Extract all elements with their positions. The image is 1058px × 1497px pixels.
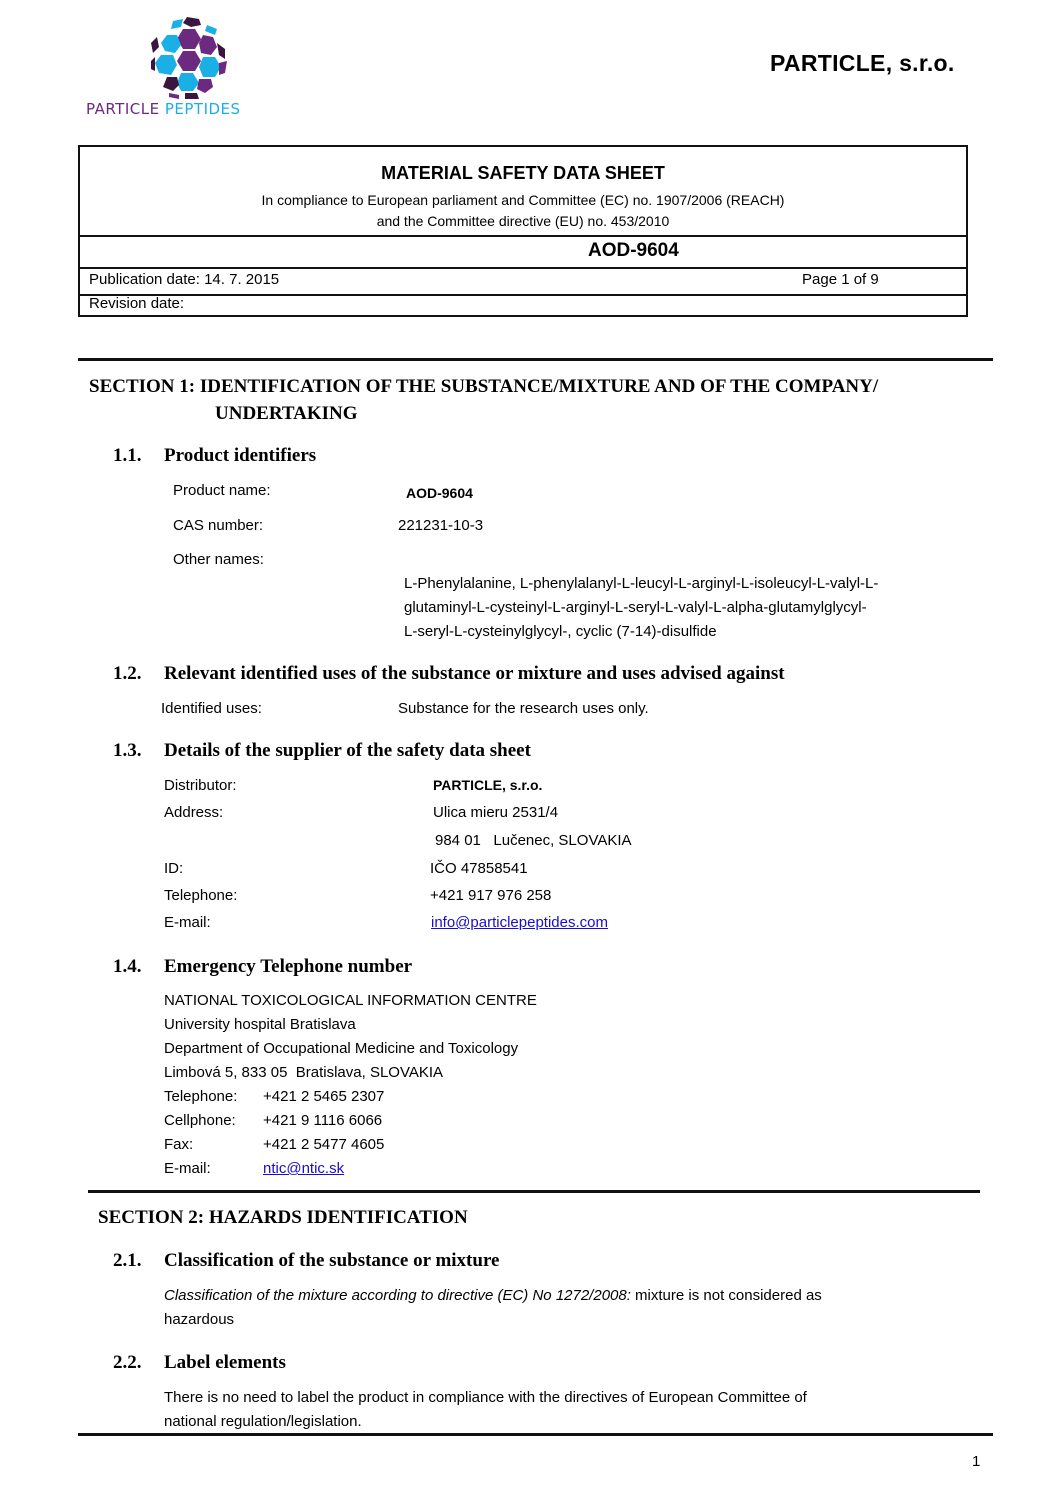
subsection-1-1-number: 1.1. bbox=[113, 445, 142, 466]
company-name-header: PARTICLE, s.r.o. bbox=[770, 50, 955, 76]
label-elements-line-1: There is no need to label the product in compliance with the directives of European Committee of bbox=[164, 1389, 807, 1406]
subsection-1-3-number: 1.3. bbox=[113, 740, 142, 761]
subsection-1-3-title: Details of the supplier of the safety data sheet bbox=[164, 740, 531, 761]
subsection-1-2-title: Relevant identified uses of the substance or mixture and uses advised against bbox=[164, 663, 785, 684]
cas-number-value: 221231-10-3 bbox=[398, 517, 484, 534]
id-label: ID: bbox=[164, 860, 184, 877]
classification-text-cont: hazardous bbox=[164, 1311, 235, 1328]
emergency-line-1: NATIONAL TOXICOLOGICAL INFORMATION CENTRE bbox=[164, 992, 537, 1009]
subsection-2-2-title: Label elements bbox=[164, 1352, 286, 1373]
publication-date: Publication date: 14. 7. 2015 bbox=[89, 271, 280, 288]
subsection-1-4-number: 1.4. bbox=[113, 956, 142, 977]
emergency-telephone-label: Telephone: bbox=[164, 1088, 238, 1105]
product-code-row bbox=[80, 235, 966, 269]
address-line-1: Ulica mieru 2531/4 bbox=[433, 804, 559, 821]
section-2-heading: SECTION 2: HAZARDS IDENTIFICATION bbox=[98, 1207, 468, 1228]
subsection-1-2-number: 1.2. bbox=[113, 663, 142, 684]
emergency-line-3: Department of Occupational Medicine and Toxicology bbox=[164, 1040, 519, 1057]
product-code: AOD-9604 bbox=[588, 240, 679, 261]
revision-date: Revision date: bbox=[89, 295, 185, 312]
other-names-label: Other names: bbox=[173, 551, 264, 568]
section-1-heading-cont: UNDERTAKING bbox=[215, 403, 358, 424]
telephone-label: Telephone: bbox=[164, 887, 238, 904]
telephone-value: +421 917 976 258 bbox=[430, 887, 552, 904]
hexagon-sphere-logo-icon bbox=[84, 12, 294, 102]
publication-row bbox=[80, 267, 966, 296]
cas-number-label: CAS number: bbox=[173, 517, 264, 534]
other-names-line-3: L-seryl-L-cysteinylglycyl-, cyclic (7-14)-disulfide bbox=[404, 623, 717, 640]
subsection-1-1-title: Product identifiers bbox=[164, 445, 317, 466]
address-line-2: 984 01 Lučenec, SLOVAKIA bbox=[435, 832, 632, 849]
emergency-line-2: University hospital Bratislava bbox=[164, 1016, 356, 1033]
distributor-value: PARTICLE, s.r.o. bbox=[433, 777, 543, 793]
subsection-2-2-number: 2.2. bbox=[113, 1352, 142, 1373]
page-indicator: Page 1 of 9 bbox=[802, 271, 879, 288]
other-names-line-1: L-Phenylalanine, L-phenylalanyl-L-leucyl-L-arginyl-L-isoleucyl-L-valyl-L- bbox=[404, 575, 879, 592]
emergency-email-label: E-mail: bbox=[164, 1160, 211, 1177]
other-names-line-2: glutaminyl-L-cysteinyl-L-arginyl-L-seryl-L-valyl-L-alpha-glutamylglycyl- bbox=[404, 599, 867, 616]
section-1-heading: SECTION 1: IDENTIFICATION OF THE SUBSTANCE/MIXTURE AND OF THE COMPANY/ bbox=[89, 376, 879, 397]
emergency-fax-label: Fax: bbox=[164, 1136, 194, 1153]
supplier-email-link[interactable]: info@particlepeptides.com bbox=[431, 914, 608, 931]
classification-text: Classification of the mixture according to directive (EC) No 1272/2008: mixture is not considered as bbox=[164, 1287, 822, 1304]
footer-page-number: 1 bbox=[972, 1453, 981, 1470]
logo-wordmark: PARTICLE PEPTIDES bbox=[86, 100, 241, 118]
id-value: IČO 47858541 bbox=[430, 860, 528, 877]
label-elements-line-2: national regulation/legislation. bbox=[164, 1413, 362, 1430]
identified-uses-value: Substance for the research uses only. bbox=[398, 700, 649, 717]
subsection-2-1-number: 2.1. bbox=[113, 1250, 142, 1271]
subsection-1-4-title: Emergency Telephone number bbox=[164, 956, 413, 977]
title-box bbox=[78, 145, 968, 317]
product-name-value: AOD-9604 bbox=[406, 485, 473, 501]
compliance-line-1: In compliance to European parliament and Committee (EC) no. 1907/2006 (REACH) bbox=[261, 192, 785, 208]
emergency-cellphone-label: Cellphone: bbox=[164, 1112, 236, 1129]
title-row bbox=[80, 147, 966, 237]
address-label: Address: bbox=[164, 804, 224, 821]
emergency-telephone-value: +421 2 5465 2307 bbox=[263, 1088, 385, 1105]
compliance-line-2: and the Committee directive (EU) no. 453/2010 bbox=[376, 213, 670, 229]
distributor-label: Distributor: bbox=[164, 777, 237, 794]
product-name-label: Product name: bbox=[173, 482, 271, 499]
identified-uses-label: Identified uses: bbox=[161, 700, 262, 717]
section-divider bbox=[88, 1190, 980, 1193]
subsection-2-1-title: Classification of the substance or mixture bbox=[164, 1250, 500, 1271]
footer-divider bbox=[78, 1433, 993, 1436]
email-label: E-mail: bbox=[164, 914, 211, 931]
emergency-email-link[interactable]: ntic@ntic.sk bbox=[263, 1160, 345, 1177]
emergency-cellphone-value: +421 9 1116 6066 bbox=[263, 1112, 383, 1129]
emergency-line-4: Limbová 5, 833 05 Bratislava, SLOVAKIA bbox=[164, 1064, 444, 1081]
revision-row bbox=[80, 294, 966, 316]
document-title: MATERIAL SAFETY DATA SHEET bbox=[381, 163, 665, 183]
emergency-fax-value: +421 2 5477 4605 bbox=[263, 1136, 385, 1153]
section-divider bbox=[78, 358, 993, 361]
